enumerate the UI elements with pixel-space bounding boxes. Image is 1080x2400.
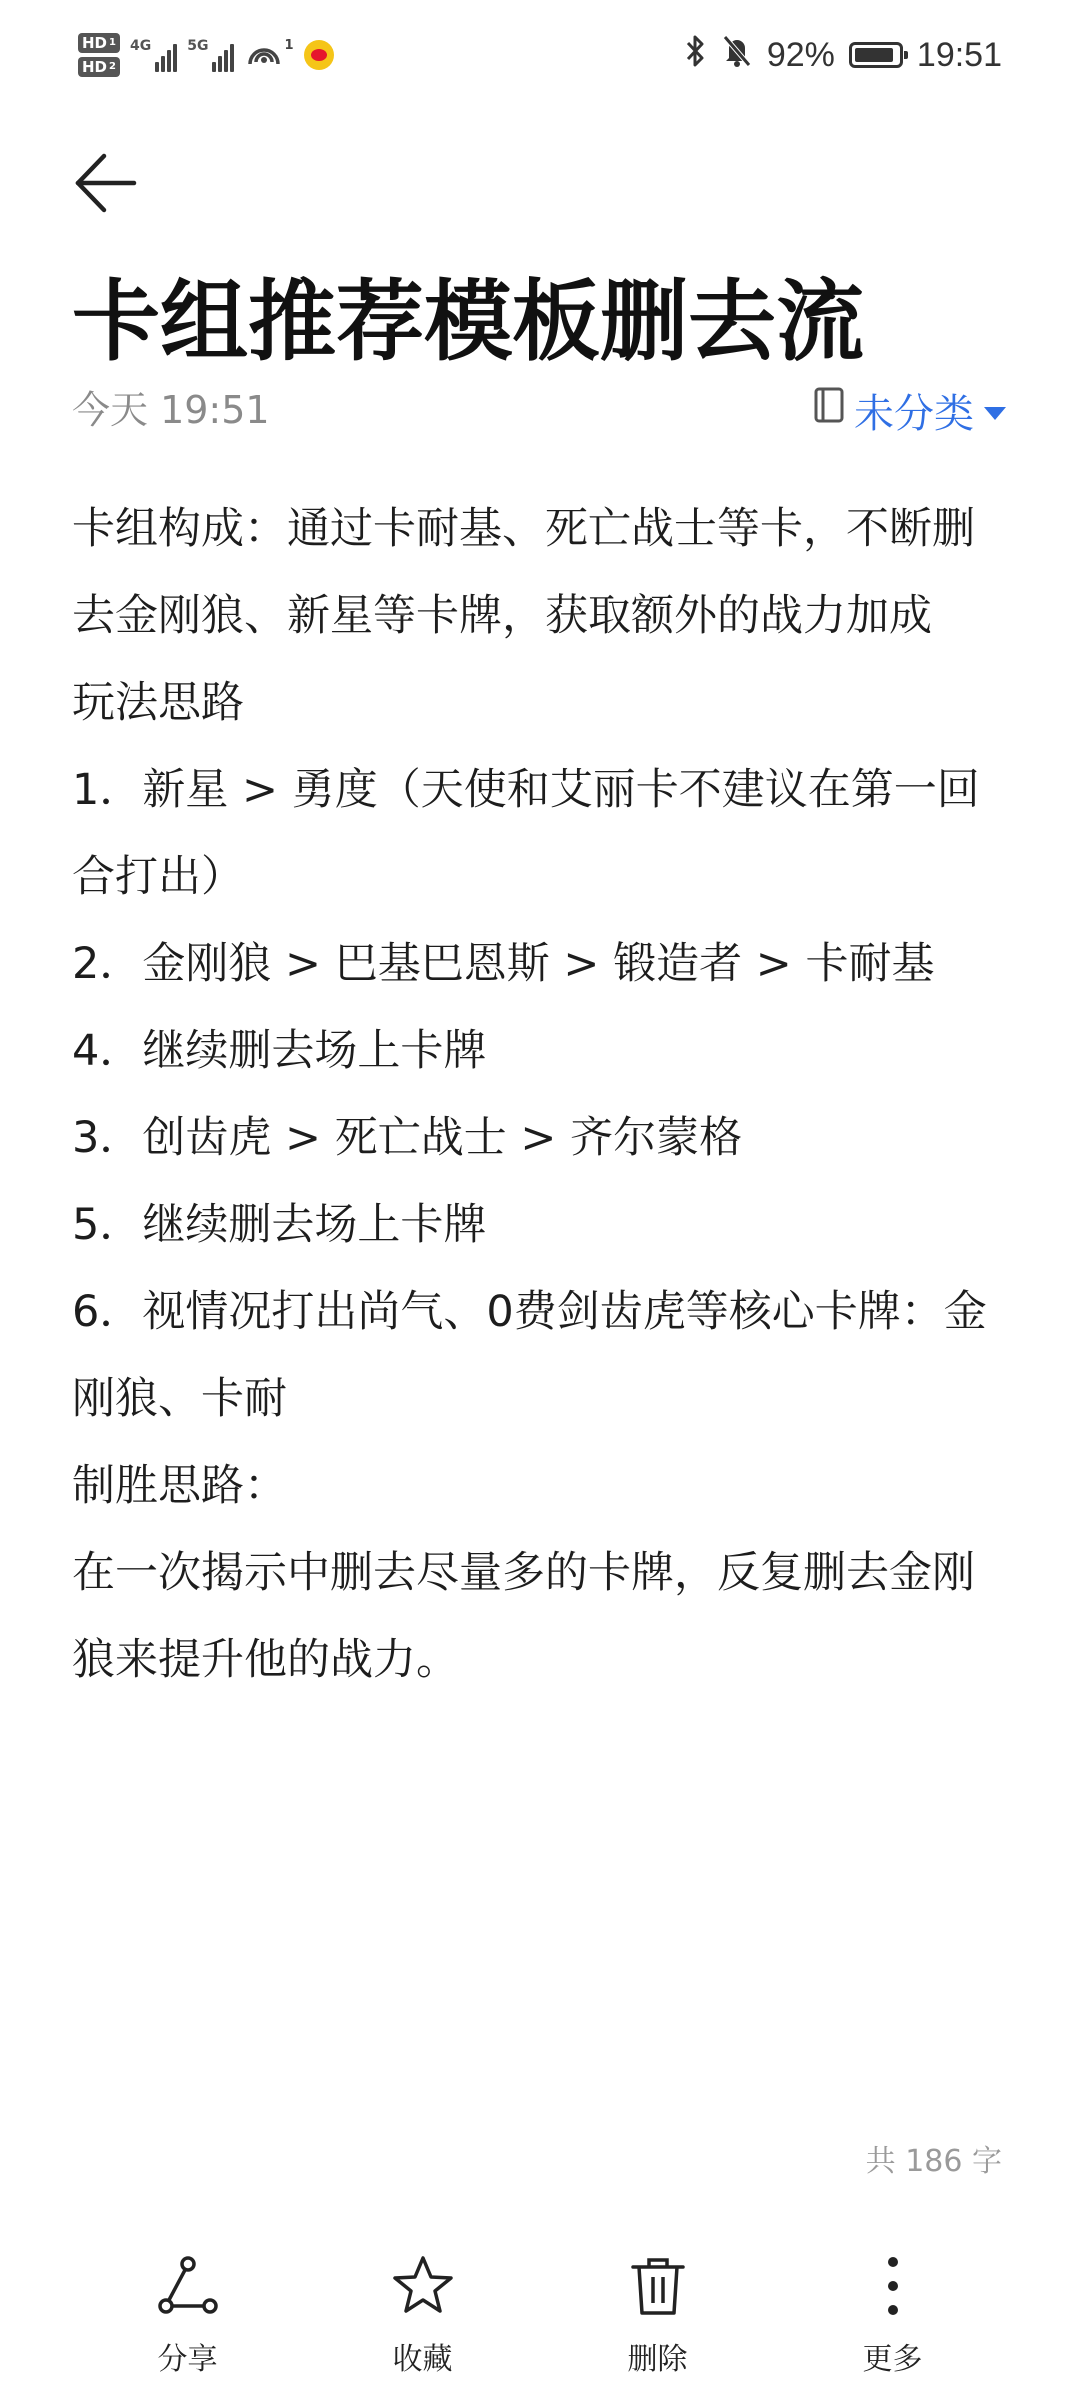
chevron-down-icon: [982, 387, 1008, 433]
category-label: 未分类: [854, 390, 974, 437]
hotspot-count: 1: [284, 38, 294, 53]
hd-badge-2: [78, 57, 120, 77]
status-bar-left: [78, 22, 334, 88]
mute-bell-icon: [721, 34, 753, 77]
note-timestamp: 今天 19:51: [72, 388, 270, 432]
favorite-label: 收藏: [392, 2342, 453, 2377]
hd-badge-1: [78, 33, 120, 53]
share-icon: [152, 2250, 224, 2322]
more-button[interactable]: [813, 2250, 973, 2400]
note-body[interactable]: [72, 486, 1012, 1704]
delete-label: 删除: [627, 2342, 688, 2377]
body-line: 5．继续删去场上卡牌: [72, 1200, 487, 1250]
body-line: 制胜思路：: [72, 1461, 287, 1511]
body-line: 3．创齿虎 > 死亡战士 > 齐尔蒙格: [72, 1113, 743, 1163]
body-line: 2．金刚狼 > 巴基巴恩斯 > 锻造者 > 卡耐基: [72, 939, 935, 989]
category-selector[interactable]: [812, 380, 1008, 440]
body-line: 在一次揭示中删去尽量多的卡牌，反复删去金刚狼来提升他的战力。: [72, 1548, 975, 1685]
status-bar: [0, 0, 1080, 110]
body-line: 玩法思路: [72, 678, 244, 728]
weibo-app-icon: [304, 40, 334, 70]
hd-sub: 2: [109, 61, 116, 72]
char-count: 共 186 字: [865, 2144, 1002, 2179]
note-meta: [72, 380, 1008, 440]
hd-indicators: [78, 33, 120, 77]
share-button[interactable]: [108, 2250, 268, 2400]
bluetooth-icon: [685, 34, 707, 77]
body-line: 卡组构成：通过卡耐基、死亡战士等卡，不断删去金刚狼、新星等卡牌，获取额外的战力加成: [72, 504, 975, 641]
battery-percent: 92%: [766, 35, 835, 74]
note-title[interactable]: 卡组推荐模板删去流: [72, 270, 865, 373]
body-line: 1．新星 > 勇度（天使和艾丽卡不建议在第一回合打出）: [72, 765, 980, 902]
notebook-icon: [812, 385, 846, 435]
status-bar-right: [685, 22, 1002, 88]
body-line: 4．继续删去场上卡牌: [72, 1026, 487, 1076]
body-line: 6．视情况打出尚气、0费剑齿虎等核心卡牌：金刚狼、卡耐: [72, 1287, 987, 1424]
favorite-button[interactable]: [343, 2250, 503, 2400]
trash-icon: [622, 2250, 694, 2322]
status-time: 19:51: [916, 35, 1002, 74]
signal-label: 5G: [187, 38, 209, 54]
hd-label: HD: [82, 34, 108, 52]
share-label: 分享: [157, 2342, 218, 2377]
hd-label: HD: [82, 58, 108, 76]
signal-5g-icon: [187, 38, 234, 72]
bottom-toolbar: [0, 2250, 1080, 2400]
star-icon: [387, 2250, 459, 2322]
delete-button[interactable]: [578, 2250, 738, 2400]
more-label: 更多: [862, 2342, 923, 2377]
more-vertical-icon: [857, 2250, 929, 2322]
hotspot-icon: [244, 38, 293, 72]
signal-label: 4G: [129, 38, 152, 54]
hd-sub: 1: [109, 37, 116, 48]
arrow-left-icon: [70, 148, 140, 222]
battery-icon: [849, 42, 903, 68]
back-button[interactable]: [60, 140, 150, 230]
signal-4g-icon: [130, 38, 177, 72]
